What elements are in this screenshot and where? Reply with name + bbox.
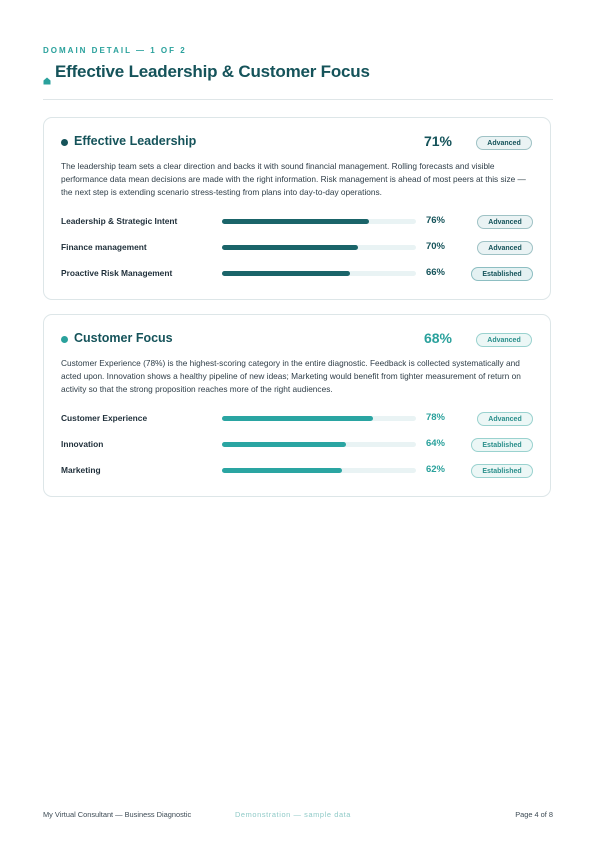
domain-score: 71% bbox=[423, 133, 452, 149]
domain-description: The leadership team sets a clear direction and backs it with sound financial management. Rolling forecasts and visible performance data mean decisions are made with the right information. Risk management is ahead of most peers at this size — the next step is extending scenario stress-testing from plans into day-to-day operations. bbox=[61, 161, 526, 197]
domain-card-customer bbox=[43, 314, 551, 497]
category-score: 78% bbox=[425, 412, 445, 423]
category-score: 64% bbox=[425, 438, 445, 449]
category-score: 66% bbox=[425, 267, 445, 278]
section-eyebrow: DOMAIN DETAIL — 1 OF 2 bbox=[43, 46, 187, 55]
domain-score: 68% bbox=[423, 330, 452, 346]
category-progress-track bbox=[222, 219, 416, 224]
domain-level-badge: Advanced bbox=[476, 136, 532, 150]
category-progress-track bbox=[222, 416, 416, 421]
category-row bbox=[61, 437, 533, 453]
category-row bbox=[61, 266, 533, 282]
category-level-badge: Established bbox=[471, 267, 533, 281]
footer-page-number: Page 4 of 8 bbox=[515, 810, 553, 819]
category-row bbox=[61, 463, 533, 479]
category-label: Finance management bbox=[61, 242, 147, 252]
category-progress-fill bbox=[222, 271, 350, 276]
category-row bbox=[61, 240, 533, 256]
domain-card-header bbox=[61, 133, 533, 153]
category-level-badge: Established bbox=[471, 438, 533, 452]
domain-card-header bbox=[61, 330, 533, 350]
domain-card-leadership bbox=[43, 117, 551, 300]
category-progress-track bbox=[222, 271, 416, 276]
category-progress-fill bbox=[222, 219, 369, 224]
category-label: Proactive Risk Management bbox=[61, 268, 173, 278]
category-level-badge: Advanced bbox=[477, 241, 533, 255]
category-label: Marketing bbox=[61, 465, 101, 475]
category-label: Innovation bbox=[61, 439, 104, 449]
domain-level-badge: Advanced bbox=[476, 333, 532, 347]
category-score: 76% bbox=[425, 215, 445, 226]
category-progress-fill bbox=[222, 416, 373, 421]
header-divider bbox=[43, 99, 553, 100]
category-progress-fill bbox=[222, 442, 346, 447]
category-progress-track bbox=[222, 468, 416, 473]
category-score: 70% bbox=[425, 241, 445, 252]
domain-dot-icon bbox=[61, 336, 68, 343]
domain-description: Customer Experience (78%) is the highest-scoring category in the entire diagnostic. Feedback is collected systematically and acted upon. Innovation shows a healthy pipeline of new ideas; Marketing would benefit from tighter measurement of return on activity so that the strong proposition reaches more of the right audiences. bbox=[61, 358, 521, 394]
footer-left-text: My Virtual Consultant — Business Diagnostic bbox=[43, 810, 192, 819]
category-progress-track bbox=[222, 245, 416, 250]
category-label: Leadership & Strategic Intent bbox=[61, 216, 178, 226]
page-title bbox=[43, 62, 370, 82]
category-progress-track bbox=[222, 442, 416, 447]
domain-dot-icon bbox=[61, 139, 68, 146]
category-label: Customer Experience bbox=[61, 413, 148, 423]
category-level-badge: Advanced bbox=[477, 215, 533, 229]
page-title-text: Effective Leadership & Customer Focus bbox=[55, 62, 370, 81]
domain-title: Effective Leadership bbox=[74, 134, 197, 148]
category-score: 62% bbox=[425, 464, 445, 475]
category-level-badge: Advanced bbox=[477, 412, 533, 426]
category-row bbox=[61, 214, 533, 230]
footer-watermark-text: Demonstration — sample data bbox=[235, 810, 352, 819]
home-icon bbox=[43, 70, 51, 78]
category-progress-fill bbox=[222, 245, 358, 250]
category-progress-fill bbox=[222, 468, 342, 473]
category-row bbox=[61, 411, 533, 427]
domain-title: Customer Focus bbox=[74, 331, 173, 345]
category-level-badge: Established bbox=[471, 464, 533, 478]
